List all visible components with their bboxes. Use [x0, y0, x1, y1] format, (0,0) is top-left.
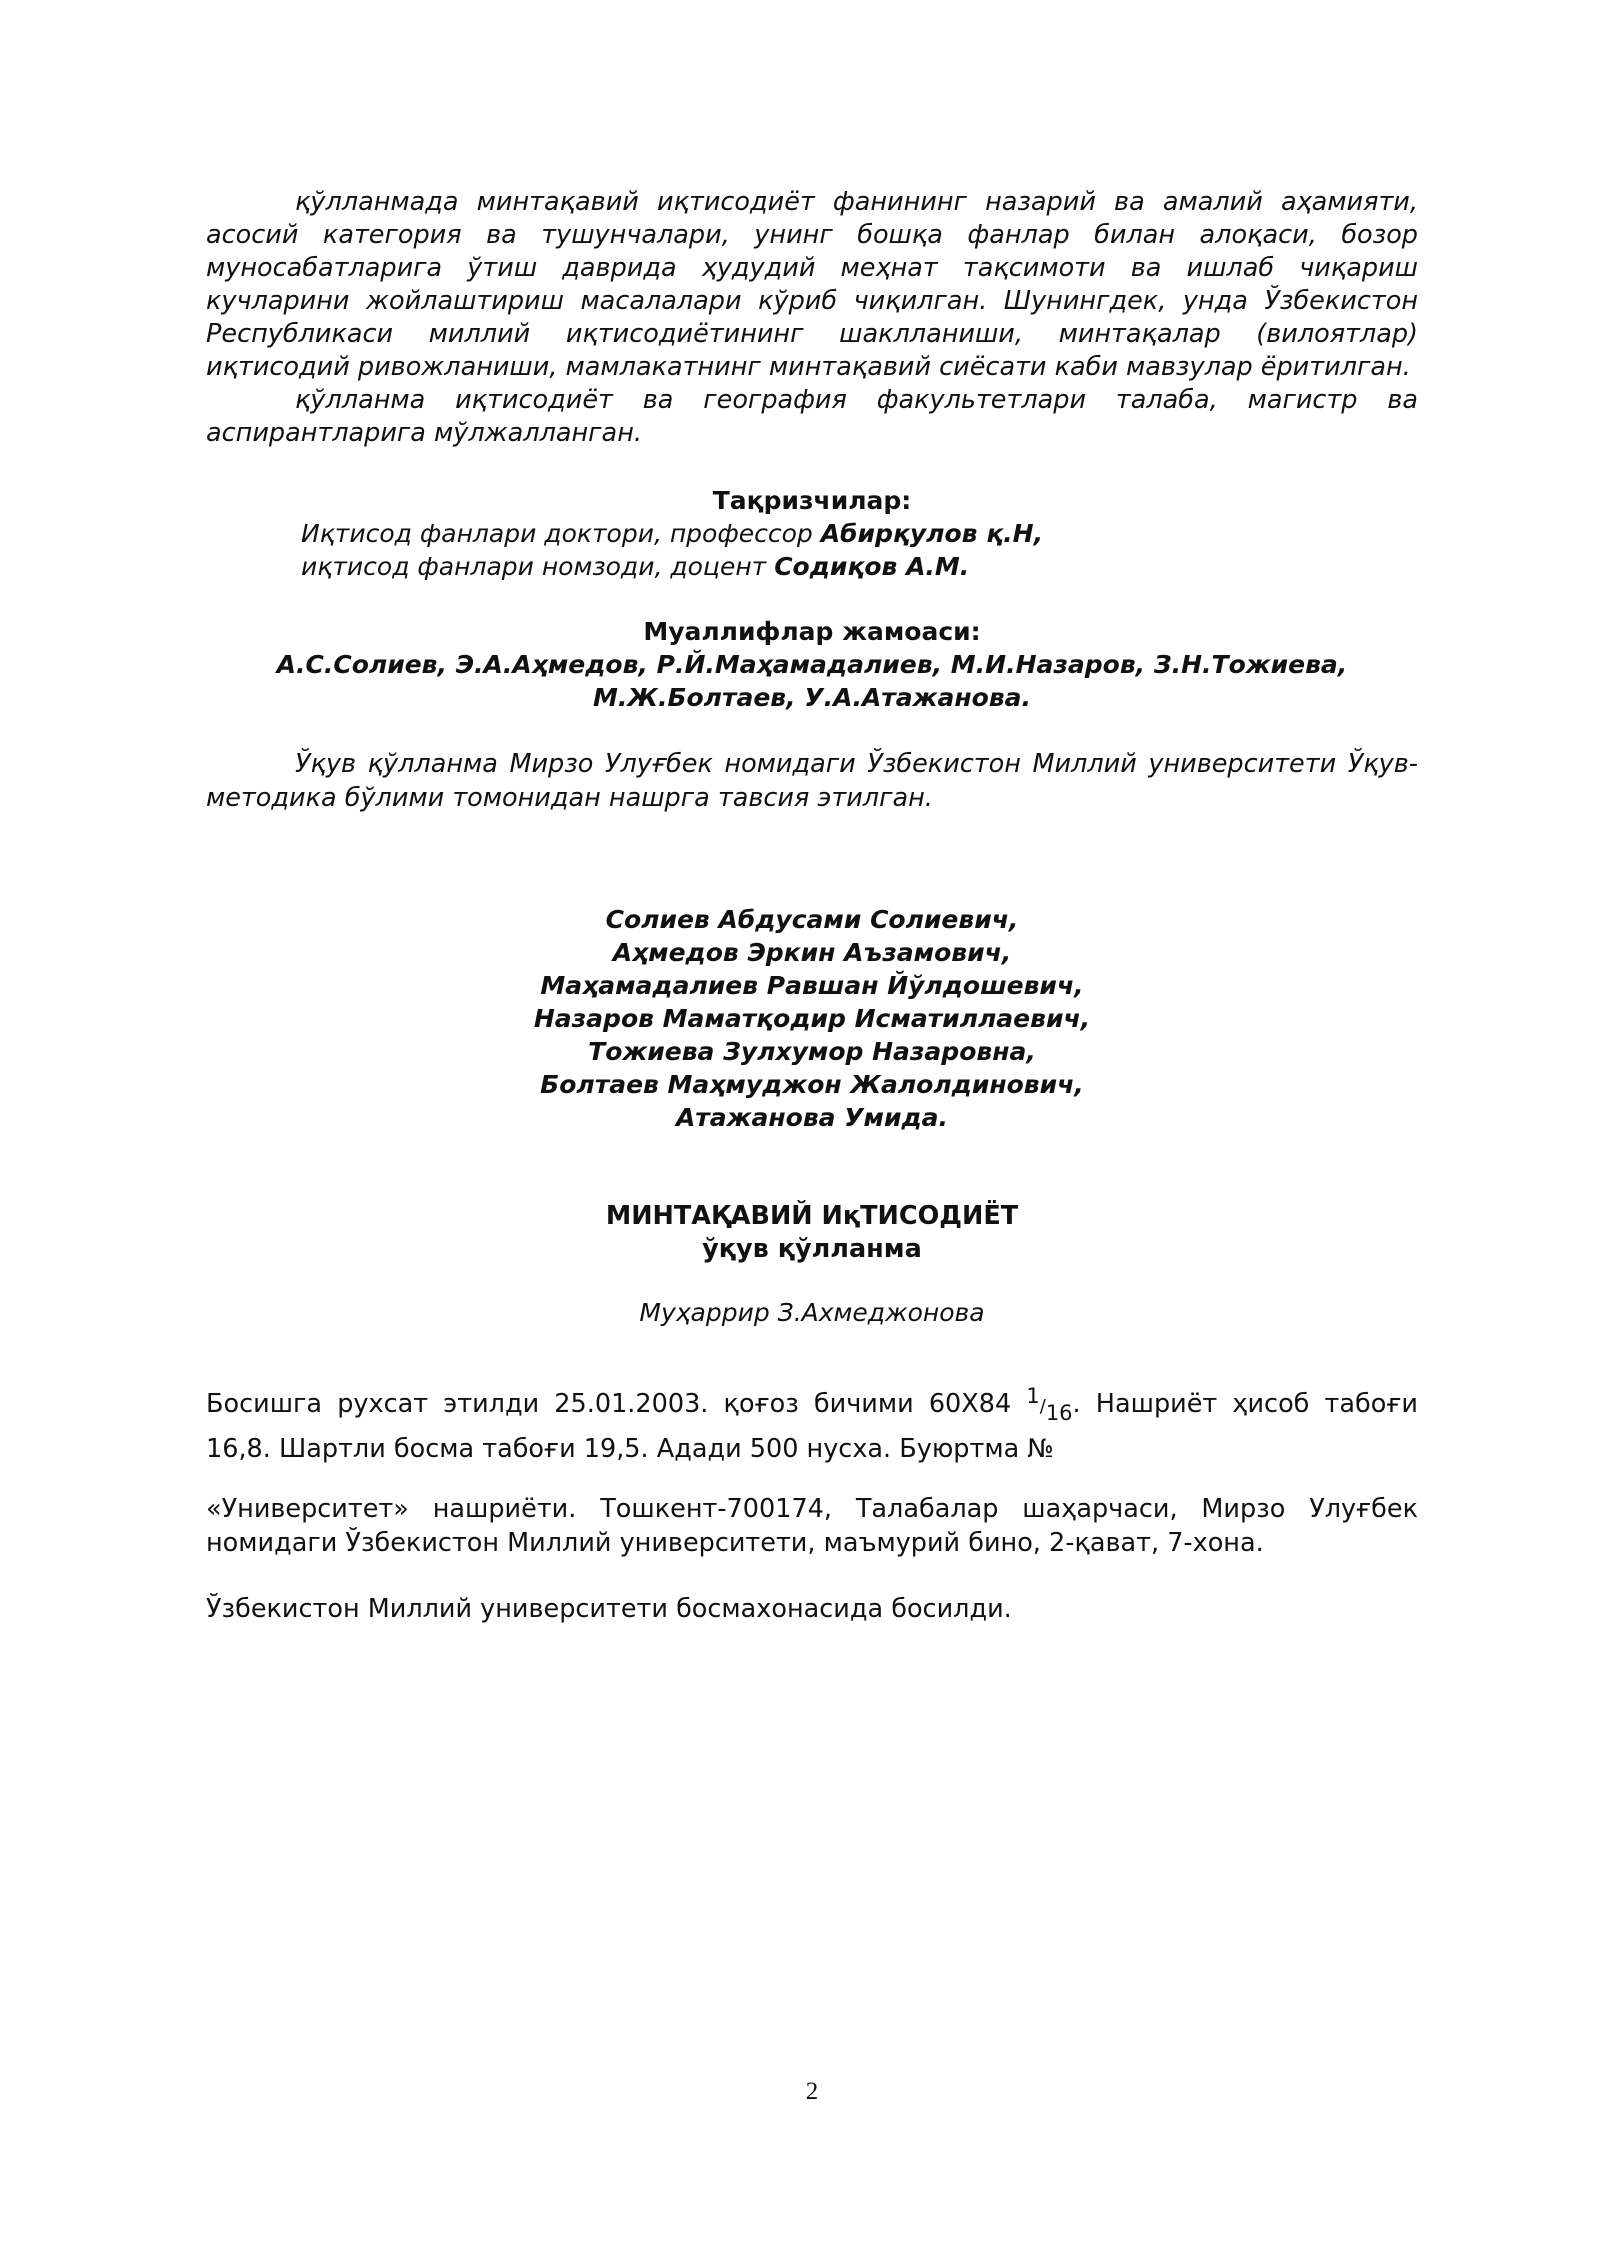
imprint-part-2: . Нашриёт ҳисоб табоғи 16,8. Шартли босма табоғи 19,5. Адади 500 нусха. Буюртма № [206, 1389, 1418, 1464]
book-title: МИНТАҚАВИЙ ИқТИСОДИЁТ [605, 1201, 1019, 1231]
authors-line-1: А.С.Солиев, Э.А.Аҳмедов, Р.Й.Маҳамадалиев, М.И.Назаров, З.Н.Тожиева, [276, 650, 1348, 679]
format-fraction-numerator: 1 [1026, 1384, 1040, 1408]
reviewer-2-name: Содиқов А.М. [774, 552, 970, 581]
book-subtitle: ўқув қўлланма [702, 1234, 922, 1264]
reviewers-section [206, 484, 1418, 583]
author-full-name: Атажанова Умида. [675, 1103, 949, 1132]
author-full-name: Болтаев Маҳмуджон Жалолдинович, [540, 1070, 1084, 1099]
author-full-name: Маҳамадалиев Равшан Йўлдошевич, [540, 971, 1084, 1000]
imprint-text [206, 1378, 1418, 1467]
document-page [206, 0, 1418, 2262]
publisher-address: «Университет» нашриёти. Тошкент-700174, Талабалар шаҳарчаси, Мирзо Улуғбек номидаги Ўзбекистон Миллий университети, маъмурий бино, 2-қават, 7-хона. [206, 1494, 1418, 1558]
page-number: 2 [805, 2078, 819, 2105]
reviewer-1-role: Иқтисод фанлари доктори, профессор [301, 519, 821, 548]
reviewer-2-role: иқтисод фанлари номзоди, доцент [301, 552, 775, 581]
authors-section [206, 615, 1418, 714]
abstract-section [206, 186, 1418, 450]
recommendation-section [206, 747, 1418, 815]
authors-line-2: М.Ж.Болтаев, У.А.Атажанова. [592, 683, 1032, 712]
recommendation-text: Ўқув қўлланма Мирзо Улуғбек номидаги Ўзбекистон Миллий университети Ўқув-методика бўлими томонидан нашрга тавсия этилган. [206, 749, 1418, 813]
author-full-names [206, 903, 1418, 1134]
reviewer-line-1 [206, 517, 1418, 550]
imprint-part-1: Босишга рухсат этилди 25.01.2003. қоғоз бичими 60X84 [206, 1389, 1027, 1419]
format-fraction-denominator: 16 [1045, 1401, 1073, 1425]
imprint-details [206, 1378, 1418, 1467]
reviewer-1-name: Абирқулов қ.Н, [820, 519, 1044, 548]
editor-name: Муҳаррир З.Ахмеджонова [639, 1298, 985, 1327]
format-fraction-slash: / [1039, 1396, 1046, 1417]
author-full-name: Аҳмедов Эркин Аъзамович, [612, 938, 1012, 967]
reviewer-line-2 [206, 550, 1418, 583]
author-full-name: Назаров Маматқодир Исматиллаевич, [533, 1004, 1091, 1033]
printed-at: Ўзбекистон Миллий университети босмахонасида босилди. [206, 1594, 1012, 1624]
author-full-name: Тожиева Зулхумор Назаровна, [588, 1037, 1036, 1066]
author-full-name: Солиев Абдусами Солиевич, [605, 905, 1019, 934]
book-title-block [206, 1200, 1418, 1266]
printing-info [206, 1592, 1418, 1626]
editor-line [206, 1296, 1418, 1329]
abstract-paragraph-1: қўлланмада минтақавий иқтисодиёт фанининг назарий ва амалий аҳамияти, асосий категория ва тушунчалари, унинг бошқа фанлар билан алоқаси, бозор муносабатларига ўтиш даврида ҳудудий меҳнат тақсимоти ва ишлаб чиқариш кучларини жойлаштириш масалалари кўриб чиқилган. Шунингдек, унда Ўзбекистон Республикаси миллий иқтисодиётининг шаклланиши, минтақалар (вилоятлар) иқтисодий ривожланиши, мамлакатнинг минтақавий сиёсати каби мавзулар ёритилган. [206, 187, 1418, 382]
abstract-paragraph-2: қўлланма иқтисодиёт ва география факультетлари талаба, магистр ва аспирантларига мўлжалланган. [206, 385, 1418, 448]
authors-heading: Муаллифлар жамоаси: [643, 617, 981, 646]
publisher-info [206, 1492, 1418, 1560]
reviewers-heading: Тақризчилар: [712, 486, 912, 515]
